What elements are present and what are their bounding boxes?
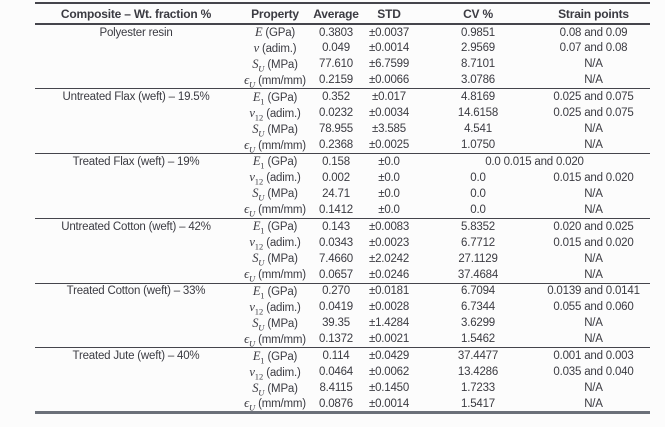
std-cell: ±0.0028 [368,301,410,314]
strain-points-cell: N/A [584,187,603,200]
cv-cell: 14.6158 [457,107,499,120]
property-cell: $S_U$ (MPa) [252,121,298,138]
property-cell: $E_1$ (GPa) [237,348,313,364]
composite-cell: Treated Cotton (weft) – 33% [35,283,237,299]
composite-cell [35,105,237,121]
property-symbol: $S_U$ [252,315,265,332]
strain-points-cell: 0.015 and 0.020 [553,236,634,249]
composite-cell [35,234,237,250]
std-cell: ±0.0 [378,171,400,184]
table-row [35,137,650,153]
std-cell: ±0.0014 [368,42,410,55]
property-cell: E (GPa) [237,24,313,40]
average-cell: 0.0419 [319,301,353,314]
cv-cell: 5.8352 [419,218,537,234]
composite-properties-table [35,2,650,414]
strain-points-cell: N/A [584,123,603,136]
average-cell: 0.114 [313,348,359,364]
cv-cell: 27.1129 [458,252,498,265]
property-symbol: $S_U$ [252,380,265,397]
strain-points-cell: N/A [584,397,603,410]
property-cell: $\epsilon_U$ (mm/mm) [244,267,306,283]
cv-cell: 37.4684 [457,268,499,281]
col-header-std: STD [359,3,419,24]
composite-cell [35,315,237,331]
property-symbol: E [254,25,263,40]
cv-cell: 4.8169 [419,89,537,105]
strain-points-cell: N/A [584,268,603,281]
property-cell: $E_1$ (GPa) [237,154,313,170]
average-cell: 0.2159 [319,74,353,87]
strain-points-cell: N/A [584,333,603,346]
cv-cell: 1.7233 [461,382,495,395]
strain-points-cell: N/A [584,252,603,265]
cv-cell: 0.0 [470,171,486,184]
table-body [35,24,650,413]
std-cell: ±0.0025 [368,139,410,152]
strain-points-cell: 0.025 and 0.075 [537,89,650,105]
cv-cell: 6.7712 [461,236,495,249]
std-cell: ±0.0429 [359,348,419,364]
property-cell: $S_U$ (MPa) [252,56,298,73]
cv-cell: 1.5417 [461,397,495,410]
property-cell: $S_U$ (MPa) [252,186,298,203]
std-cell: ±1.4284 [368,317,410,330]
property-symbol: $S_U$ [252,251,265,267]
average-cell: 0.143 [313,218,359,234]
composite-cell [35,251,237,267]
property-symbol: $E_1$ [252,283,265,300]
property-symbol: $E_1$ [252,154,265,170]
property-symbol: $\epsilon_U$ [244,267,256,283]
composite-cell [35,380,237,396]
table-row [35,251,650,267]
table-row [35,267,650,283]
std-cell: ±0.0 [359,154,419,170]
composite-cell [35,332,237,348]
table-row [35,24,650,40]
composite-cell: Treated Jute (weft) – 40% [35,348,237,364]
average-cell: 0.0657 [319,268,353,281]
strain-points-cell: 0.035 and 0.040 [553,366,634,379]
composite-cell [35,299,237,315]
table-row [35,40,650,56]
property-cell: $E_1$ (GPa) [237,89,313,105]
property-cell: $E_1$ (GPa) [237,218,313,234]
std-cell: ±0.0083 [359,218,419,234]
property-cell: $\nu_{12}$ (adim.) [249,235,301,251]
table-row [35,186,650,202]
std-cell: ±0.0034 [368,107,410,120]
average-cell: 78.955 [319,123,353,136]
strain-points-cell: 0.055 and 0.060 [553,301,634,314]
col-header-property: Property [237,3,313,24]
std-cell: ±3.585 [372,123,406,136]
composite-cell [35,56,237,72]
composite-cell [35,137,237,153]
table-row [35,73,650,89]
std-cell: ±6.7599 [368,58,410,71]
cv-cell: 2.9569 [461,42,495,55]
std-cell: ±0.0014 [368,397,410,410]
composite-cell: Polyester resin [35,24,237,40]
table-row [35,202,650,218]
strain-points-cell: 0.025 and 0.075 [553,107,634,120]
table-row [35,89,650,105]
average-cell: 0.049 [322,42,350,55]
average-cell: 0.002 [322,171,350,184]
average-cell: 0.3803 [313,24,359,40]
composite-cell: Untreated Cotton (weft) – 42% [35,218,237,234]
property-symbol: $\epsilon_U$ [244,72,256,89]
property-cell: $\nu_{12}$ (adim.) [249,170,301,186]
std-cell: ±0.0246 [368,268,410,281]
property-symbol: $S_U$ [252,121,265,138]
cv-cell: 3.6299 [461,317,495,330]
table-row [35,234,650,250]
property-symbol: $E_1$ [252,219,265,235]
property-cell: $E_1$ (GPa) [237,283,313,299]
composite-cell [35,396,237,413]
std-cell: ±0.0181 [359,283,419,299]
table-row [35,105,650,121]
table-row [35,56,650,72]
cv-cell: 8.7101 [461,58,495,71]
composite-cell [35,186,237,202]
strain-points-cell: N/A [584,382,603,395]
std-cell: ±0.0066 [368,74,410,87]
property-symbol: $E_1$ [252,348,265,364]
average-cell: 7.4660 [319,252,353,265]
strain-points-cell: N/A [584,317,603,330]
property-cell: $\epsilon_U$ (mm/mm) [244,137,306,154]
cv-cell: 13.4286 [457,366,499,379]
header-row [35,3,650,24]
composite-cell [35,40,237,56]
average-cell: 39.35 [322,317,350,330]
std-cell: ±0.0062 [368,366,410,379]
average-cell: 24.71 [322,187,350,200]
property-cell: $\epsilon_U$ (mm/mm) [244,72,306,89]
average-cell: 0.0464 [319,366,353,379]
property-symbol: $\nu_{12}$ [249,170,264,186]
table-row [35,315,650,331]
cv-cell: 0.9851 [419,24,537,40]
strain-points-cell: 0.015 and 0.020 [553,171,634,184]
std-cell: ±0.0 [378,203,400,216]
cv-cell: 37.4477 [419,348,537,364]
strain-points-cell: 0.08 and 0.09 [537,24,650,40]
cv-cell: 6.7094 [419,283,537,299]
col-header-strain-points: Strain points [537,3,650,24]
average-cell: 0.1412 [319,203,353,216]
strain-points-cell: 0.0139 and 0.0141 [537,283,650,299]
property-cell: $\nu_{12}$ (adim.) [249,364,301,381]
table-row [35,348,650,364]
table-row [35,332,650,348]
std-cell: ±0.0 [378,187,400,200]
property-symbol: $E_1$ [252,89,265,105]
property-symbol: $\epsilon_U$ [244,331,256,348]
composite-cell [35,267,237,283]
property-symbol: ν [253,40,259,55]
table-row [35,299,650,315]
cv-cell: 0.0 [470,187,486,200]
strain-points-cell: N/A [584,74,603,87]
average-cell: 0.0876 [319,397,353,410]
average-cell: 0.0232 [319,107,353,120]
table-row [35,170,650,186]
table-row [35,154,650,170]
cv-cell: 4.541 [464,123,492,136]
property-symbol: $\epsilon_U$ [244,137,256,154]
property-symbol: $S_U$ [252,56,265,73]
std-cell: ±2.0242 [368,252,410,265]
average-cell: 0.352 [313,89,359,105]
property-cell: $\epsilon_U$ (mm/mm) [244,331,306,348]
property-symbol: $\nu_{12}$ [249,235,264,251]
composite-cell [35,364,237,380]
property-symbol: $S_U$ [252,186,265,203]
property-symbol: $\nu_{12}$ [249,364,264,381]
col-header-average: Average [313,3,359,24]
strain-points-cell: N/A [584,58,603,71]
average-cell: 0.1372 [319,333,353,346]
table-row [35,380,650,396]
average-cell: 0.270 [313,283,359,299]
strain-points-cell: 0.07 and 0.08 [559,42,628,55]
composite-cell: Untreated Flax (weft) – 19.5% [35,89,237,105]
cv-cell: 3.0786 [461,74,495,87]
std-cell: ±0.0037 [359,24,419,40]
strain-points-cell: N/A [584,139,603,152]
average-cell: 0.158 [313,154,359,170]
cv-cell: 6.7344 [461,301,495,314]
cv-cell: 0.0 0.015 and 0.020 [419,154,650,170]
table-row [35,283,650,299]
average-cell: 0.2368 [319,139,353,152]
strain-points-cell: N/A [584,203,603,216]
property-symbol: $\nu_{12}$ [249,299,264,316]
cv-cell: 0.0 [470,203,486,216]
table-row [35,121,650,137]
property-symbol: $\epsilon_U$ [244,202,256,219]
average-cell: 0.0343 [319,236,353,249]
property-cell: $\nu_{12}$ (adim.) [249,299,301,316]
strain-points-cell: 0.020 and 0.025 [537,218,650,234]
std-cell: ±0.0021 [368,333,410,346]
composite-cell [35,73,237,89]
composite-properties-table-wrap [35,2,650,414]
std-cell: ±0.0023 [368,236,410,249]
table-row [35,218,650,234]
std-cell: ±0.1450 [368,382,410,395]
composite-cell: Treated Flax (weft) – 19% [35,154,237,170]
property-cell: $\nu_{12}$ (adim.) [249,105,301,122]
property-cell: ν (adim.) [253,40,297,55]
property-symbol: $\epsilon_U$ [244,396,256,413]
cv-cell: 1.5462 [461,333,495,346]
strain-points-cell: 0.001 and 0.003 [537,348,650,364]
cv-cell: 1.0750 [461,139,495,152]
composite-cell [35,170,237,186]
property-symbol: $\nu_{12}$ [249,105,264,122]
property-cell: $\epsilon_U$ (mm/mm) [244,202,306,219]
col-header-cv: CV % [419,3,537,24]
std-cell: ±0.017 [359,89,419,105]
property-cell: $\epsilon_U$ (mm/mm) [244,396,306,413]
table-row [35,364,650,380]
table-row [35,396,650,413]
average-cell: 77.610 [319,58,353,71]
property-cell: $S_U$ (MPa) [252,380,298,397]
col-header-composite: Composite – Wt. fraction % [35,3,237,24]
property-cell: $S_U$ (MPa) [252,315,298,332]
composite-cell [35,121,237,137]
property-cell: $S_U$ (MPa) [252,251,298,267]
composite-cell [35,202,237,218]
average-cell: 8.4115 [319,382,353,395]
